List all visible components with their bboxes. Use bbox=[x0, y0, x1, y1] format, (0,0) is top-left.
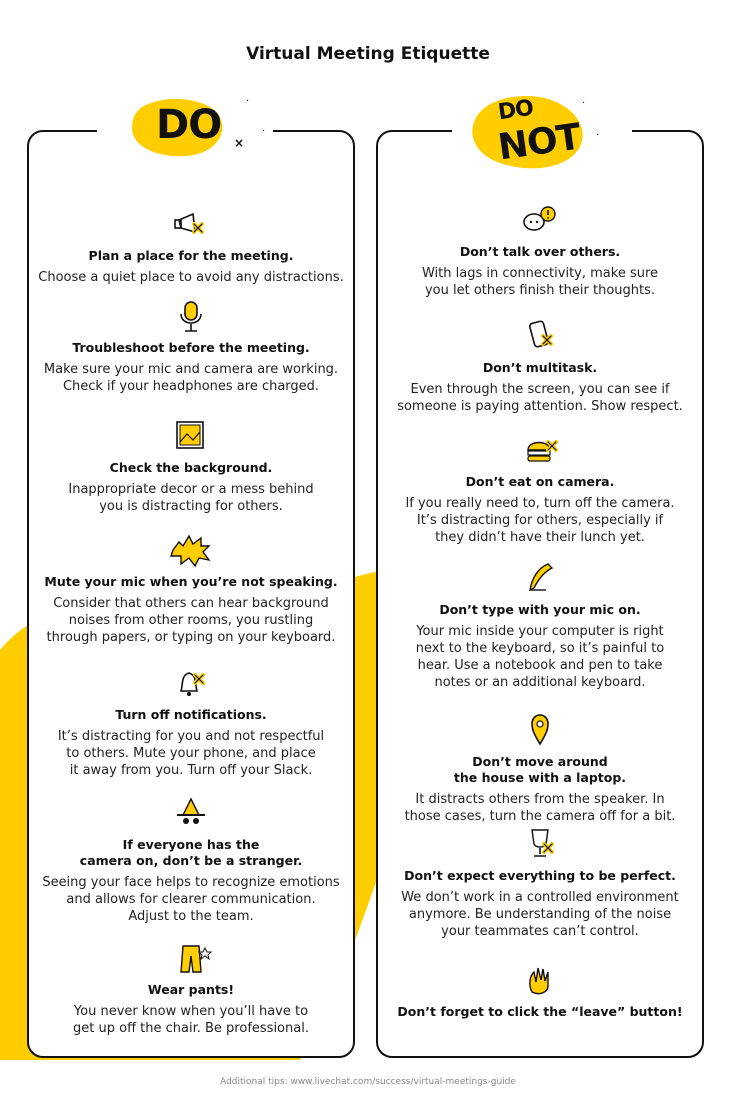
item-title: Don’t multitask. bbox=[482, 360, 598, 375]
quill-pen-icon bbox=[510, 560, 570, 596]
dont-item-eat bbox=[385, 432, 695, 546]
dont-item-leave-button bbox=[385, 962, 695, 1025]
broken-trophy-icon bbox=[510, 826, 570, 862]
item-title: Don’t expect everything to be perfect. bbox=[404, 868, 676, 883]
chat-bubbles-icon bbox=[510, 202, 570, 238]
footer-link[interactable]: Additional tips: www.livechat.com/success/virtual-meetings-guide bbox=[220, 1077, 516, 1087]
do-item-plan-place bbox=[36, 206, 346, 286]
dont-item-move-around bbox=[385, 712, 695, 825]
item-title: Turn off notifications. bbox=[115, 707, 267, 722]
do-item-troubleshoot bbox=[36, 298, 346, 395]
item-title: Don’t forget to click the “leave” button! bbox=[397, 1004, 683, 1019]
item-body: You never know when you’ll have to get up off the chair. Be professional. bbox=[73, 1004, 309, 1036]
item-body: It distracts others from the speaker. In those cases, turn the camera off for a bit. bbox=[404, 792, 676, 824]
megaphone-icon bbox=[161, 206, 221, 242]
item-title: Troubleshoot before the meeting. bbox=[72, 340, 310, 355]
item-title: Wear pants! bbox=[147, 982, 235, 997]
microphone-icon bbox=[161, 298, 221, 334]
item-title: Check the background. bbox=[109, 460, 273, 475]
item-title: Mute your mic when you’re not speaking. bbox=[44, 574, 338, 589]
dont-item-multitask bbox=[385, 318, 695, 415]
boom-bubble-icon bbox=[161, 532, 221, 568]
sparkle-dots-icon: · bbox=[596, 130, 600, 141]
incognito-hat-icon bbox=[161, 795, 221, 831]
item-title: Don’t talk over others. bbox=[459, 244, 621, 259]
sparkle-dots-icon: · bbox=[262, 126, 266, 137]
cross-mark-icon: × bbox=[234, 136, 245, 150]
do-item-wear-pants bbox=[36, 940, 346, 1037]
item-body: We don’t work in a controlled environment anymore. Be understanding of the noise your teammates can’t control. bbox=[401, 890, 679, 939]
location-pin-icon bbox=[510, 712, 570, 748]
burger-crossed-icon bbox=[510, 432, 570, 468]
sparkle-dots-icon: · bbox=[246, 96, 250, 107]
item-title: Don’t type with your mic on. bbox=[439, 602, 641, 617]
do-item-camera-on bbox=[36, 795, 346, 925]
pants-icon bbox=[161, 940, 221, 976]
do-item-mute-mic bbox=[36, 532, 346, 646]
item-body: With lags in connectivity, make sure you let others finish their thoughts. bbox=[421, 266, 659, 298]
item-body: Even through the screen, you can see if someone is paying attention. Show respect. bbox=[397, 382, 683, 414]
do-item-background bbox=[36, 418, 346, 515]
do-heading-text: DO bbox=[156, 102, 222, 148]
item-body: Inappropriate decor or a mess behind you is distracting for others. bbox=[68, 482, 314, 514]
phone-crossed-icon bbox=[510, 318, 570, 354]
item-body: Choose a quiet place to avoid any distractions. bbox=[38, 270, 344, 285]
item-title: Don’t move around the house with a laptop. bbox=[453, 754, 627, 785]
item-body: Make sure your mic and camera are working. Check if your headphones are charged. bbox=[43, 362, 339, 394]
page-title: Virtual Meeting Etiquette bbox=[246, 44, 490, 64]
waving-hand-icon bbox=[510, 962, 570, 998]
item-title: Plan a place for the meeting. bbox=[88, 248, 294, 263]
dont-heading-top: DO bbox=[496, 95, 535, 126]
dont-item-type-mic bbox=[385, 560, 695, 691]
dont-item-talk-over bbox=[385, 202, 695, 299]
dont-heading-bottom: NOT bbox=[495, 116, 583, 169]
item-body: Your mic inside your computer is right next to the keyboard, so it’s painful to hear. Use a notebook and pen to take notes or an additional keyboard. bbox=[415, 624, 665, 690]
picture-frame-icon bbox=[161, 418, 221, 454]
item-body: Seeing your face helps to recognize emotions and allows for clearer communication. Adjust to the team. bbox=[42, 875, 340, 924]
muted-bell-icon bbox=[161, 665, 221, 701]
do-item-notifications bbox=[36, 665, 346, 779]
dont-item-perfect bbox=[385, 826, 695, 940]
item-body: If you really need to, turn off the camera. It’s distracting for others, especially if they didn’t have their lunch yet. bbox=[405, 496, 675, 545]
item-title: Don’t eat on camera. bbox=[465, 474, 615, 489]
item-body: Consider that others can hear background noises from other rooms, you rustling through papers, or typing on your keyboard. bbox=[46, 596, 336, 645]
item-body: It’s distracting for you and not respectful to others. Mute your phone, and place it away from you. Turn off your Slack. bbox=[57, 729, 325, 778]
item-title: If everyone has the camera on, don’t be a stranger. bbox=[79, 837, 303, 868]
sparkle-dots-icon: · bbox=[582, 98, 586, 109]
